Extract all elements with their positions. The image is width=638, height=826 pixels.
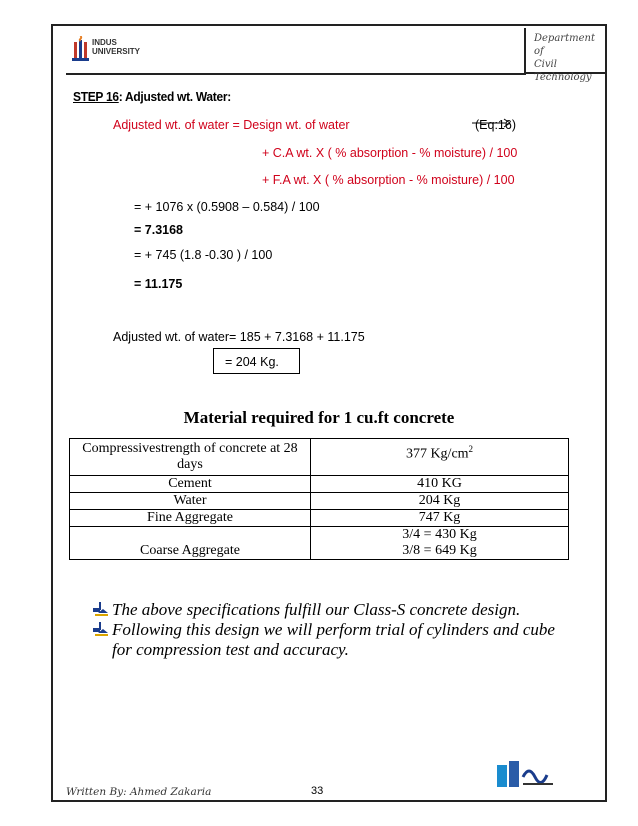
- step-heading: [73, 89, 231, 104]
- bullet-text: Following this design we will perform trial of cylinders and cube: [112, 620, 555, 639]
- table-cell-label: Compressivestrength of concrete at 28 days: [70, 439, 311, 476]
- equation-pointer-icon: [470, 116, 518, 132]
- table-cell-label: Water: [70, 493, 311, 510]
- arrow-bullet-icon: [92, 620, 112, 638]
- logo-line-2: UNIVERSITY: [92, 47, 141, 56]
- logo-line-1: INDUS: [92, 38, 117, 47]
- table-row: [70, 476, 569, 493]
- table-cell-value: 747 Kg: [311, 510, 569, 527]
- step-number: STEP 16: [73, 89, 119, 104]
- formula-line-3: + F.A wt. X ( % absorption - % moisture) / 100: [262, 173, 515, 187]
- table-row: [70, 493, 569, 510]
- coarse-aggregate-value: 3/8 = 649 Kg: [402, 543, 477, 558]
- table-cell-value: [311, 527, 569, 560]
- table-cell-value: 204 Kg: [311, 493, 569, 510]
- result-box: = 204 Kg.: [213, 348, 300, 374]
- calculation-result: [134, 223, 183, 237]
- bullet-continuation: for compression test and accuracy.: [112, 640, 349, 659]
- table-row: [70, 439, 569, 476]
- header-rule: [66, 73, 526, 75]
- table-cell-value: [311, 439, 569, 476]
- department-line: Department of: [534, 33, 595, 57]
- step-title: : Adjusted wt. Water:: [118, 89, 231, 104]
- table-cell-value: 410 KG: [311, 476, 569, 493]
- formula-line-2: + C.A wt. X ( % absorption - % moisture) / 100: [262, 146, 518, 160]
- materials-table: [69, 438, 569, 560]
- company-logo-icon: [495, 757, 559, 793]
- equation-reference-text: (Eq:16): [475, 118, 516, 132]
- table-cell-label: Cement: [70, 476, 311, 493]
- formula-line-1: Adjusted wt. of water = Design wt. of water: [113, 118, 350, 132]
- calculation-result: [134, 277, 182, 291]
- table-cell-label: Fine Aggregate: [70, 510, 311, 527]
- arrow-bullet-icon: [92, 600, 112, 618]
- calculation-result-text: = 11.175: [134, 277, 183, 291]
- summary-line: Adjusted wt. of water= 185 + 7.3168 + 11.175: [113, 330, 365, 344]
- list-item: [92, 620, 562, 640]
- coarse-aggregate-value: 3/4 = 430 Kg: [402, 527, 477, 542]
- table-row: [70, 527, 569, 560]
- strength-value: 377 Kg/cm: [405, 446, 469, 462]
- bullet-list: [92, 600, 562, 660]
- logo-text: [92, 38, 140, 56]
- footer-author: Written By: Ahmed Zakaria: [66, 786, 212, 798]
- logo-emblem-icon: [72, 36, 92, 62]
- calculation-line: = + 1076 x (0.5908 – 0.584) / 100: [134, 200, 320, 214]
- page-number: 33: [311, 785, 324, 797]
- department-box: [524, 28, 606, 83]
- company-logo: [495, 757, 559, 793]
- calculation-line: = + 745 (1.8 -0.30 ) / 100: [134, 248, 273, 262]
- bullet-text: The above specifications fulfill our Class-S concrete design.: [112, 600, 521, 619]
- list-item: [92, 600, 562, 620]
- department-line: Civil: [534, 59, 557, 70]
- table-title: Material required for 1 cu.ft concrete: [183, 408, 455, 427]
- calculation-result-text: = 7.3168: [134, 223, 184, 237]
- table-cell-label: Coarse Aggregate: [70, 527, 311, 560]
- strength-unit-exponent: 2: [468, 444, 474, 454]
- table-row: [70, 510, 569, 527]
- department-line: Technology: [534, 72, 592, 83]
